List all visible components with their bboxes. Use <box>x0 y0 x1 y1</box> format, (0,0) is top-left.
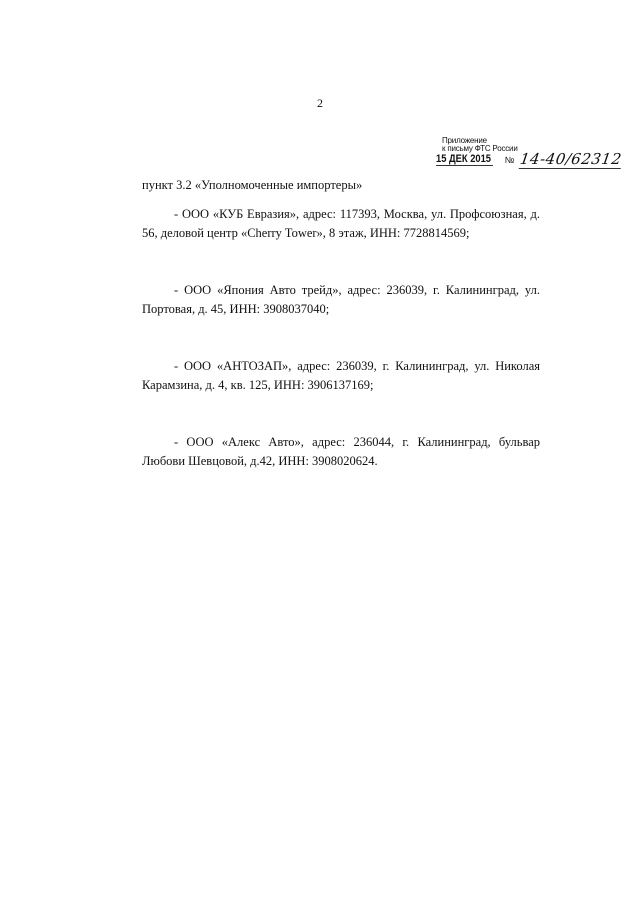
appendix-date: 15 ДЕК 2015 <box>436 153 492 165</box>
importer-item: - ООО «КУБ Евразия», адрес: 117393, Москва, ул. Профсоюзная, д. 56, деловой центр «Cherry Tower», 8 этаж, ИНН: 7728814569; <box>142 207 540 240</box>
importer-item: - ООО «АНТОЗАП», адрес: 236039, г. Калининград, ул. Николая Карамзина, д. 4, кв. 125, ИНН: 3906137169; <box>142 359 540 392</box>
appendix-number: 14-40/62312 <box>519 150 624 168</box>
importer-item: - ООО «Япония Авто трейд», адрес: 236039, г. Калининград, ул. Портовая, д. 45, ИНН: 3908037040; <box>142 283 540 316</box>
appendix-stamp <box>436 136 624 172</box>
document-body <box>142 176 540 509</box>
importer-item: - ООО «Алекс Авто», адрес: 236044, г. Калининград, бульвар Любови Шевцовой, д.42, ИНН: 3908020624. <box>142 435 540 468</box>
appendix-number-label: № <box>504 154 515 165</box>
appendix-date-number <box>436 150 622 169</box>
appendix-reference: к письму ФТС России <box>442 144 518 153</box>
page-number: 2 <box>317 96 323 110</box>
section-heading: пункт 3.2 «Уполномоченные импортеры» <box>142 178 363 192</box>
appendix-title: Приложение <box>442 136 487 145</box>
